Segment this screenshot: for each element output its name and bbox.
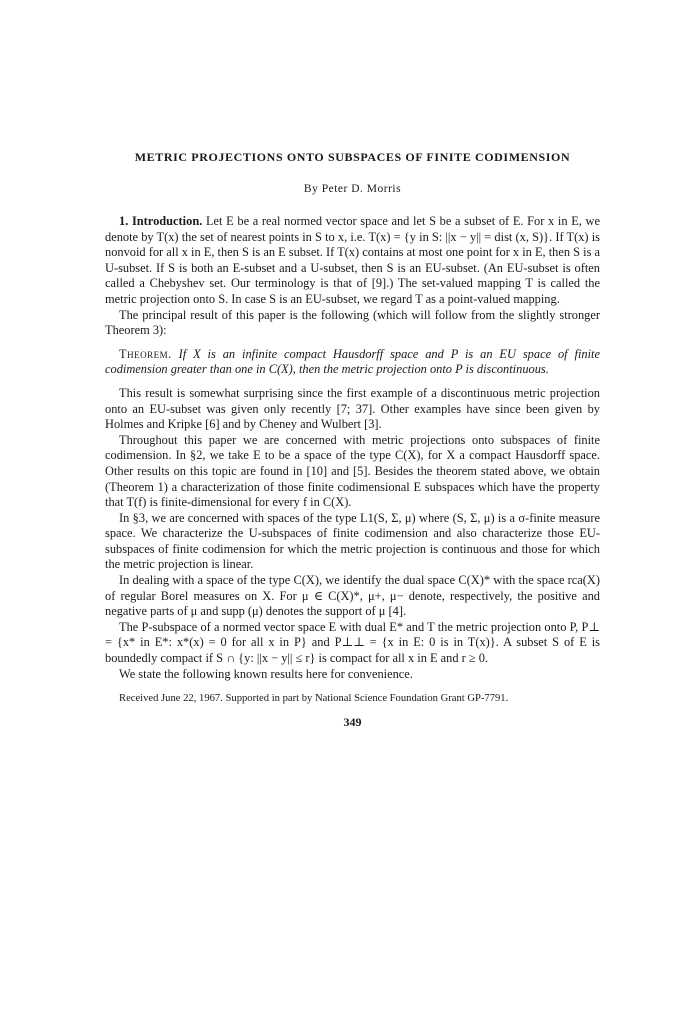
theorem-block <box>105 347 600 378</box>
intro-paragraph <box>105 214 600 308</box>
page-number: 349 <box>343 715 362 730</box>
received-footnote: Received June 22, 1967. Supported in part by National Science Foundation Grant GP-7791. <box>119 693 509 705</box>
paper-title: METRIC PROJECTIONS ONTO SUBSPACES OF FINITE CODIMENSION <box>134 150 571 164</box>
theorem-statement: If X is an infinite compact Hausdorff space and P is an EU space of finite codimension greater than one in C(X), then the metric projection onto P is discontinuous. <box>105 346 600 377</box>
dual-space-paragraph: In dealing with a space of the type C(X), we identify the dual space C(X)* with the space rca(X) of regular Borel measures on X. For μ ∈ C(X)*, μ+, μ− denote, respectively, the positive and negative parts of μ and supp (μ) denotes the support of μ [4]. <box>105 573 600 619</box>
finite-codimension-paragraph: Throughout this paper we are concerned with metric projections onto subspaces of finite codimension. In §2, we take E to be a space of the type C(X), for X a compact Hausdorff space. Other results on this topic are found in [10] and [5]. Besides the theorem stated above, we obtain (Theorem 1) a characterization of those finite codimensional E subspaces which have the property that T(f) is finite-dimensional for every f in C(X). <box>105 432 600 510</box>
l1-section-paragraph: In §3, we are concerned with spaces of the type L1(S, Σ, μ) where (S, Σ, μ) is a σ-finite measure space. We characterize the U-subspaces of finite codimension and also characterize those EU-subspaces of finite codimension for which the metric projection is continuous and those for which the metric projection is linear. <box>105 510 600 572</box>
surprise-paragraph: This result is somewhat surprising since the first example of a discontinuous metric projection onto an EU-subset was given only recently [7; 37]. Other examples have since been given by Holmes and Kripke [6] and by Cheney and Wulbert [3]. <box>105 385 600 432</box>
definitions-paragraph: The P-subspace of a normed vector space E with dual E* and T the metric projection onto P, P⊥ = {x* in E*: x*(x) = 0 for all x in P} and P⊥⊥ = {x in E: 0 is in T(x)}. A subset S of E is boundedly compact if S ∩ {y: ||x − y|| ≤ r} is compact for all x in E and r ≥ 0. <box>105 619 600 666</box>
theorem-label: Theorem. <box>119 346 172 361</box>
principal-result-paragraph: The principal result of this paper is the following (which will follow from the slightly stronger Theorem 3): <box>105 307 600 338</box>
author-line: By Peter D. Morris <box>303 183 402 195</box>
known-results-paragraph: We state the following known results here for convenience. <box>119 666 413 681</box>
intro-text: Let E be a real normed vector space and let S be a subset of E. For x in E, we denote by T(x) the set of nearest points in S to x, i.e. T(x) = {y in S: ||x − y|| = dist (x, S)}. If T(x) is nonvoid for all x in E, then S is an E subset. If T(x) contains at most one point for x in E, then S is a U-subset. If S is both an E-subset and a U-subset, then S is an EU-subset. (An EU-subset is often called a Chebyshev set. Our terminology is that of [9].) The set-valued mapping T is called the metric projection onto S. In case S is an EU-subset, we regard T as a point-valued mapping. <box>105 214 600 306</box>
paper-page <box>105 150 600 730</box>
section-heading: 1. Introduction. <box>119 214 203 228</box>
